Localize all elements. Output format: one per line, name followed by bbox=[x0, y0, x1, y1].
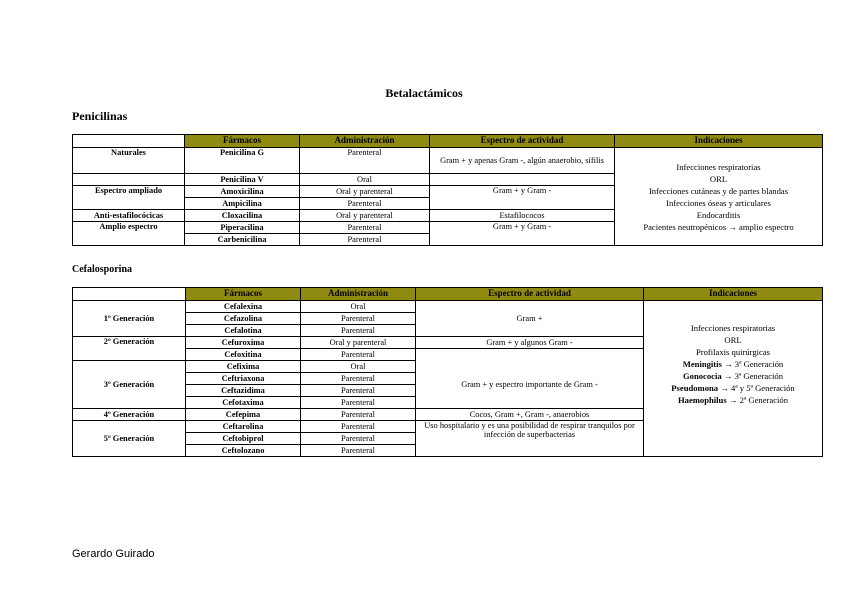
indication-line bbox=[646, 382, 820, 394]
indication-line: Endocarditis bbox=[696, 209, 741, 220]
indication-term: Gonococia bbox=[683, 371, 722, 381]
group-1-generacion: 1º Generación bbox=[73, 301, 186, 337]
group-espectro-ampliado: Espectro ampliado bbox=[73, 186, 185, 210]
admin-cell: Oral y parenteral bbox=[301, 337, 416, 349]
admin-cell: Oral bbox=[301, 361, 416, 373]
header-blank bbox=[73, 288, 186, 301]
spectrum-empty bbox=[416, 349, 644, 361]
drug-cell: Cefazolina bbox=[186, 313, 301, 325]
group-2-generacion: 2º Generación bbox=[73, 337, 186, 361]
cefalosporina-indications bbox=[644, 301, 823, 457]
admin-cell: Parenteral bbox=[301, 349, 416, 361]
drug-cell: Ampicilina bbox=[185, 198, 300, 210]
footer-author: Gerardo Guirado bbox=[72, 548, 155, 560]
header-administracion: Administración bbox=[301, 288, 416, 301]
drug-cell: Penicilina V bbox=[185, 174, 300, 186]
spectrum-cell: Gram + y espectro importante de Gram - bbox=[416, 361, 644, 409]
header-farmacos: Fármacos bbox=[186, 288, 301, 301]
admin-cell: Parenteral bbox=[300, 148, 430, 174]
drug-cell: Cefalexina bbox=[186, 301, 301, 313]
group-empty bbox=[73, 174, 185, 186]
group-4-generacion: 4º Generación bbox=[73, 409, 186, 421]
indication-line: Infecciones óseas y articulares bbox=[666, 197, 771, 208]
admin-cell: Oral y parenteral bbox=[300, 186, 430, 198]
spectrum-cell: Uso hospitalario y es una posibilidad de respirar tranquilos por infección de superbacterias bbox=[416, 421, 644, 457]
header-indicaciones: Indicaciones bbox=[615, 135, 823, 148]
group-naturales: Naturales bbox=[73, 148, 185, 174]
admin-cell: Parenteral bbox=[300, 198, 430, 210]
admin-cell: Oral y parenteral bbox=[300, 210, 430, 222]
group-anti-estafilococicas: Anti-estafilocócicas bbox=[73, 210, 185, 222]
indication-line bbox=[646, 394, 820, 406]
drug-cell: Amoxicilina bbox=[185, 186, 300, 198]
admin-cell: Oral bbox=[300, 174, 430, 186]
drug-cell: Carbenicilina bbox=[185, 234, 300, 246]
drug-cell: Cefuroxima bbox=[186, 337, 301, 349]
indication-line bbox=[646, 358, 820, 370]
header-indicaciones: Indicaciones bbox=[644, 288, 823, 301]
admin-cell: Parenteral bbox=[300, 222, 430, 234]
drug-cell: Cefixima bbox=[186, 361, 301, 373]
admin-cell: Parenteral bbox=[301, 373, 416, 385]
admin-cell: Oral bbox=[301, 301, 416, 313]
group-5-generacion: 5º Generación bbox=[73, 421, 186, 457]
drug-cell: Ceftazidima bbox=[186, 385, 301, 397]
indication-term: Meningitis bbox=[682, 359, 722, 369]
page-title: Betalactámicos bbox=[385, 86, 463, 100]
drug-cell: Piperacilina bbox=[185, 222, 300, 234]
spectrum-cell: Gram + y Gram - bbox=[430, 222, 615, 246]
cefalosporina-heading: Cefalosporina bbox=[72, 264, 132, 275]
indication-line: Infecciones respiratorias bbox=[690, 323, 776, 333]
indication-rest: → 3ª Generación bbox=[723, 371, 783, 381]
spectrum-cell: Gram + y Gram - bbox=[430, 186, 615, 210]
drug-cell: Ceftolozano bbox=[186, 445, 301, 457]
drug-cell: Cefoxitina bbox=[186, 349, 301, 361]
admin-cell: Parenteral bbox=[301, 409, 416, 421]
spectrum-cell bbox=[430, 174, 615, 186]
header-espectro: Espectro de actividad bbox=[430, 135, 615, 148]
indication-rest: → 4ª y 5ª Generación bbox=[720, 383, 795, 393]
admin-cell: Parenteral bbox=[301, 433, 416, 445]
drug-cell: Cefotaxima bbox=[186, 397, 301, 409]
indication-line: Pacientes neutropénicos → amplio espectro bbox=[643, 221, 794, 232]
spectrum-cell: Gram + y algunos Gram - bbox=[416, 337, 644, 349]
group-3-generacion: 3º Generación bbox=[73, 361, 186, 409]
indication-line bbox=[646, 370, 820, 382]
admin-cell: Parenteral bbox=[301, 421, 416, 433]
drug-cell: Cefepima bbox=[186, 409, 301, 421]
group-amplio-espectro: Amplio espectro bbox=[73, 222, 185, 246]
indication-line: ORL bbox=[709, 173, 728, 184]
indication-line: Infecciones cutáneas y de partes blandas bbox=[648, 185, 789, 196]
penicilinas-indications bbox=[615, 148, 823, 246]
admin-cell: Parenteral bbox=[300, 234, 430, 246]
drug-cell: Ceftriaxona bbox=[186, 373, 301, 385]
spectrum-cell: Gram + bbox=[416, 301, 644, 337]
admin-cell: Parenteral bbox=[301, 385, 416, 397]
spectrum-cell: Cocos, Gram +, Gram -, anaerobios bbox=[416, 409, 644, 421]
drug-cell: Cloxacilina bbox=[185, 210, 300, 222]
cefalosporina-table bbox=[72, 287, 823, 457]
spectrum-cell: Estafilococos bbox=[430, 210, 615, 222]
indication-line: Infecciones respiratorias bbox=[676, 161, 761, 172]
indication-rest: → 3ª Generación bbox=[724, 359, 784, 369]
admin-cell: Parenteral bbox=[301, 325, 416, 337]
penicilinas-table bbox=[72, 134, 823, 246]
header-espectro: Espectro de actividad bbox=[416, 288, 644, 301]
drug-cell: Penicilina G bbox=[185, 148, 300, 174]
drug-cell: Ceftobiprol bbox=[186, 433, 301, 445]
indication-line: ORL bbox=[724, 335, 742, 345]
admin-cell: Parenteral bbox=[301, 445, 416, 457]
indication-term: Haemophilus bbox=[677, 395, 727, 405]
indication-term: Pseudomona bbox=[671, 383, 719, 393]
drug-cell: Cefalotina bbox=[186, 325, 301, 337]
indication-rest: → 2ª Generación bbox=[728, 395, 789, 405]
admin-cell: Parenteral bbox=[301, 313, 416, 325]
header-blank bbox=[73, 135, 185, 148]
header-farmacos: Fármacos bbox=[185, 135, 300, 148]
header-administracion: Administración bbox=[300, 135, 430, 148]
spectrum-cell: Gram + y apenas Gram -, algún anaerobio, sífilis bbox=[430, 148, 615, 174]
indication-line: Profilaxis quirúrgicas bbox=[695, 347, 771, 357]
penicilinas-heading: Penicilinas bbox=[72, 109, 128, 123]
drug-cell: Ceftarolina bbox=[186, 421, 301, 433]
admin-cell: Parenteral bbox=[301, 397, 416, 409]
